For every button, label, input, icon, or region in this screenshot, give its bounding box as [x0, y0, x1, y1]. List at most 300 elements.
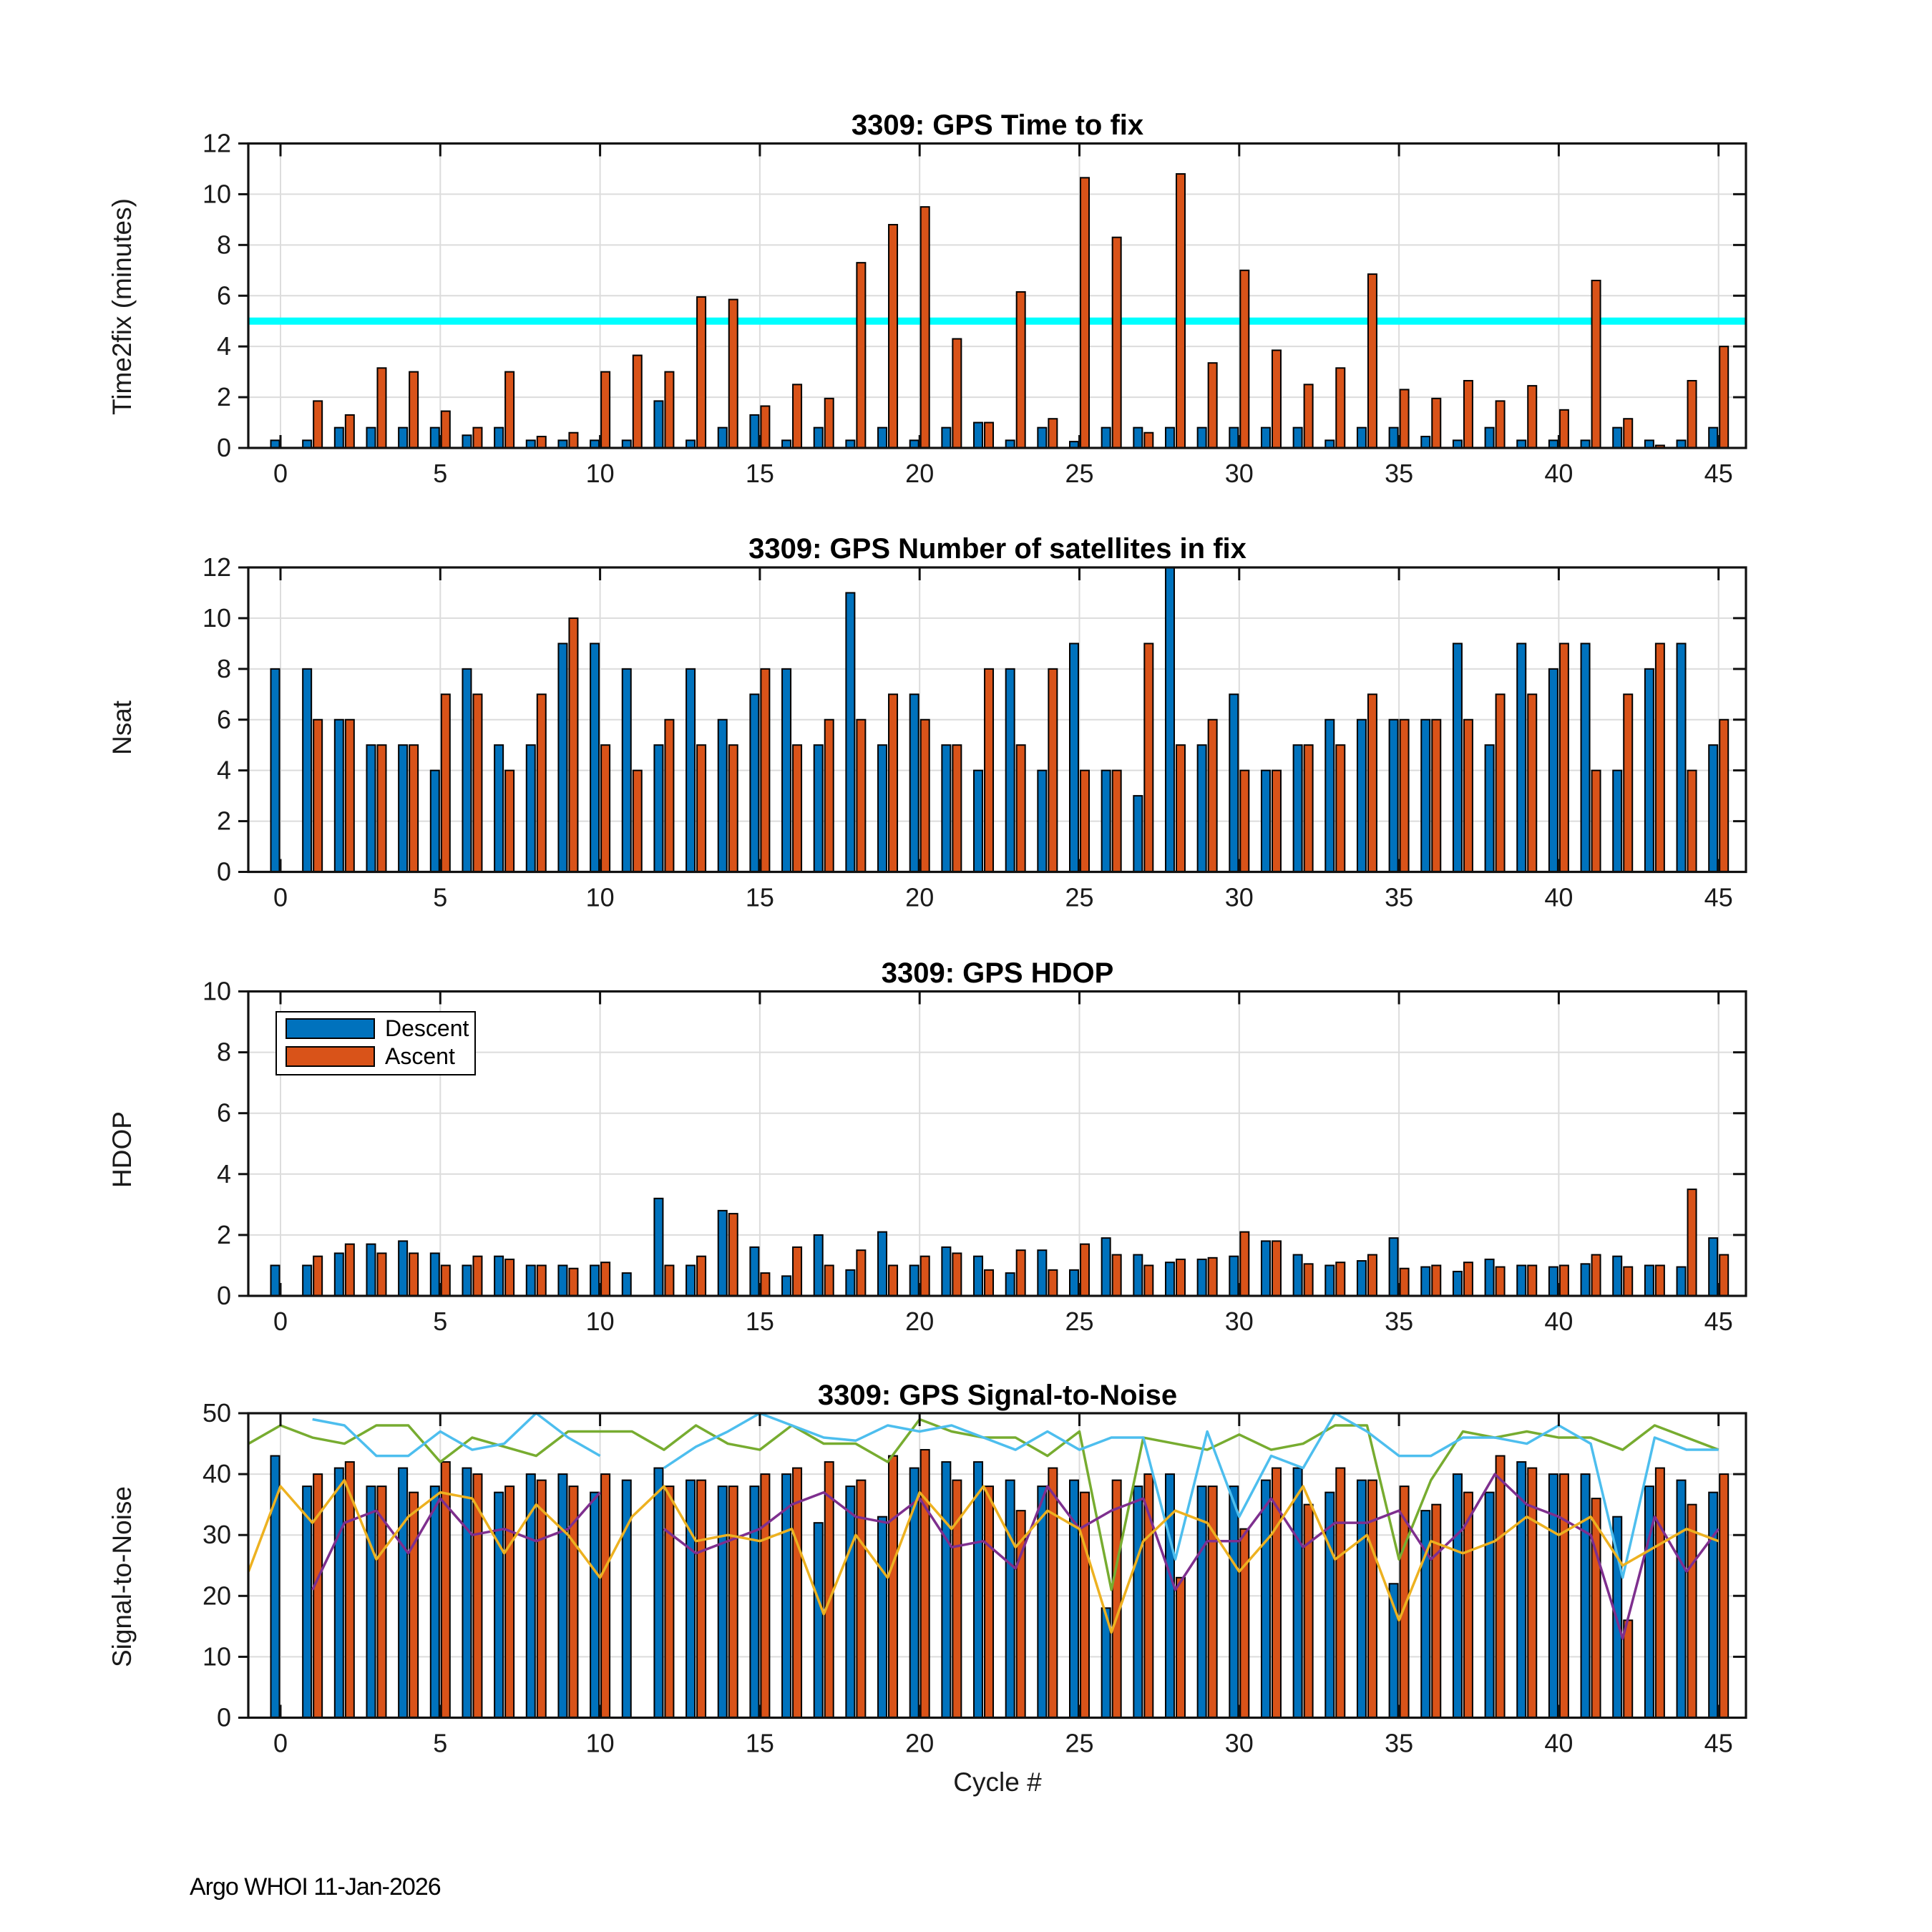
bar — [1325, 1265, 1334, 1296]
x-tick-label: 35 — [1385, 882, 1414, 912]
y-tick-label: 0 — [216, 857, 231, 887]
bar — [942, 428, 950, 448]
x-tick-label: 0 — [273, 459, 288, 488]
y-tick-label: 8 — [216, 653, 231, 683]
bar — [494, 428, 503, 448]
y-tick-label: 4 — [216, 755, 231, 785]
bar — [846, 592, 854, 872]
bar — [366, 428, 375, 448]
bar — [1304, 1264, 1313, 1296]
bar — [1432, 399, 1440, 448]
xlabel-cycle: Cycle # — [953, 1767, 1042, 1797]
bar — [1166, 1474, 1174, 1717]
bar — [601, 1262, 610, 1296]
bar — [1432, 1505, 1440, 1718]
x-tick-label: 40 — [1544, 1728, 1574, 1758]
bar — [665, 372, 673, 448]
bar — [1166, 567, 1174, 872]
bar — [494, 1257, 503, 1296]
bar — [1240, 1529, 1249, 1718]
bar — [974, 1257, 982, 1296]
bar — [952, 1253, 961, 1296]
bar — [1006, 1273, 1015, 1296]
bar — [654, 401, 663, 448]
bar — [1719, 1255, 1728, 1296]
bar — [1560, 1265, 1568, 1296]
bar — [793, 1247, 801, 1296]
bar — [729, 1486, 738, 1717]
bar — [271, 1265, 280, 1296]
bar — [1688, 381, 1697, 448]
bar — [1357, 1480, 1366, 1718]
bar — [377, 368, 386, 448]
bar — [399, 1468, 407, 1718]
bar — [303, 1265, 311, 1296]
bar — [889, 1265, 897, 1296]
bar — [431, 428, 439, 448]
bar — [1677, 1480, 1686, 1718]
bar — [1209, 1258, 1217, 1296]
bar — [750, 1247, 758, 1296]
bar — [1262, 428, 1270, 448]
bar — [1709, 428, 1717, 448]
bar — [441, 411, 450, 448]
bar — [1421, 1267, 1430, 1296]
x-tick-label: 0 — [273, 1728, 288, 1758]
bar — [505, 1486, 514, 1717]
figure-footer: Argo WHOI 11-Jan-2026 — [190, 1873, 441, 1901]
y-tick-label: 0 — [216, 1281, 231, 1310]
bar — [1304, 1505, 1313, 1718]
bar — [889, 1456, 897, 1718]
bar — [814, 1235, 823, 1296]
bar — [1688, 771, 1697, 872]
x-tick-label: 45 — [1704, 1728, 1733, 1758]
bar — [431, 1486, 439, 1717]
bar — [1624, 1267, 1632, 1296]
bar — [1113, 1480, 1121, 1718]
bar — [729, 300, 738, 448]
x-tick-label: 10 — [585, 1307, 615, 1336]
bar — [1549, 1474, 1558, 1717]
bar — [1017, 745, 1025, 872]
bar — [1080, 1244, 1089, 1296]
bar — [1581, 1264, 1590, 1296]
bar — [910, 694, 919, 872]
bar — [1294, 428, 1302, 448]
bar — [623, 1273, 631, 1296]
bar — [1592, 771, 1601, 872]
bar — [1006, 669, 1015, 872]
bar — [1688, 1505, 1697, 1718]
bar — [814, 745, 823, 872]
x-tick-label: 35 — [1385, 1728, 1414, 1758]
bar — [1464, 381, 1473, 448]
bar — [537, 1480, 546, 1718]
bar — [782, 669, 791, 872]
bar — [399, 428, 407, 448]
x-tick-label: 10 — [585, 459, 615, 488]
bar — [537, 436, 546, 448]
bar — [633, 356, 642, 448]
bar — [1113, 771, 1121, 872]
ylabel-nsat: Nsat — [107, 700, 137, 755]
bar — [335, 1468, 343, 1718]
bar — [346, 720, 354, 872]
bar — [1144, 433, 1153, 448]
y-tick-label: 10 — [202, 976, 231, 1006]
bar — [857, 1250, 865, 1296]
bar — [814, 428, 823, 448]
bar — [1400, 389, 1409, 448]
bar — [313, 1257, 322, 1296]
bar — [1198, 745, 1206, 872]
bar — [750, 415, 758, 448]
bar — [1272, 350, 1281, 448]
bar — [1549, 1267, 1558, 1296]
bar — [1176, 174, 1185, 448]
bar — [942, 1462, 950, 1717]
bar — [846, 1486, 854, 1717]
bar — [346, 415, 354, 448]
bar — [878, 1517, 887, 1718]
bar — [569, 618, 577, 872]
subplot-1 — [203, 552, 1746, 912]
bar — [409, 745, 418, 872]
y-tick-label: 6 — [216, 1098, 231, 1128]
bar — [399, 1241, 407, 1296]
bar — [1592, 1255, 1601, 1296]
bar — [462, 1265, 471, 1296]
bar — [1517, 643, 1526, 872]
bar — [857, 263, 865, 448]
bar — [1368, 274, 1377, 448]
bar — [654, 745, 663, 872]
x-tick-label: 5 — [433, 459, 448, 488]
bar — [1048, 1468, 1057, 1718]
bar — [718, 1486, 727, 1717]
x-tick-label: 40 — [1544, 882, 1574, 912]
bar — [1709, 1238, 1717, 1296]
x-tick-label: 15 — [745, 459, 774, 488]
bar — [1709, 745, 1717, 872]
bar — [1517, 1265, 1526, 1296]
bar — [825, 1265, 834, 1296]
bar — [729, 1214, 738, 1296]
bar — [527, 745, 535, 872]
bar — [654, 1199, 663, 1296]
y-tick-label: 20 — [202, 1581, 231, 1611]
bar — [505, 1259, 514, 1296]
bar — [985, 1486, 993, 1717]
bar — [1677, 1267, 1686, 1296]
bar — [665, 1265, 673, 1296]
bar — [1719, 1474, 1728, 1717]
bar — [1240, 771, 1249, 872]
bar — [313, 401, 322, 448]
bar — [1390, 720, 1398, 872]
y-tick-label: 8 — [216, 1037, 231, 1067]
bar — [1496, 694, 1505, 872]
y-tick-label: 12 — [202, 552, 231, 582]
bar — [558, 643, 567, 872]
x-tick-label: 15 — [745, 882, 774, 912]
bar — [1464, 720, 1473, 872]
y-tick-label: 50 — [202, 1398, 231, 1428]
legend-box — [275, 1011, 476, 1075]
bar — [1432, 720, 1440, 872]
bar — [814, 1523, 823, 1717]
bar — [686, 1480, 695, 1718]
bar — [1272, 771, 1281, 872]
bar — [1368, 1480, 1377, 1718]
bar — [494, 1493, 503, 1718]
bar — [1368, 1255, 1377, 1296]
bar — [558, 1265, 567, 1296]
bar — [1102, 1238, 1111, 1296]
bar — [985, 423, 993, 448]
bar — [505, 771, 514, 872]
y-tick-label: 6 — [216, 280, 231, 311]
bar — [665, 1486, 673, 1717]
bar — [1113, 238, 1121, 448]
bar — [431, 771, 439, 872]
y-tick-label: 40 — [202, 1459, 231, 1489]
bar — [761, 406, 769, 448]
bar — [1038, 1250, 1046, 1296]
bar — [1357, 720, 1366, 872]
bar — [1070, 643, 1078, 872]
bar — [377, 1253, 386, 1296]
bar — [505, 372, 514, 448]
bar — [335, 428, 343, 448]
bar — [473, 428, 482, 448]
bar — [1262, 771, 1270, 872]
legend-item-ascent — [286, 1043, 455, 1069]
bar — [1240, 1232, 1249, 1296]
x-tick-label: 15 — [745, 1307, 774, 1336]
bar — [409, 1493, 418, 1718]
bar — [1357, 428, 1366, 448]
bar — [1496, 401, 1505, 448]
bar — [857, 1480, 865, 1718]
bar — [335, 720, 343, 872]
bar — [1336, 1468, 1345, 1718]
bar — [1133, 796, 1142, 872]
bar — [473, 1257, 482, 1296]
bar — [1176, 1259, 1185, 1296]
bar — [335, 1253, 343, 1296]
bar — [1400, 1269, 1409, 1296]
bar — [1133, 1255, 1142, 1296]
bar — [1048, 1270, 1057, 1296]
x-tick-label: 40 — [1544, 459, 1574, 488]
bar — [1166, 428, 1174, 448]
bar — [633, 771, 642, 872]
bar — [366, 745, 375, 872]
bar — [942, 1247, 950, 1296]
x-tick-label: 15 — [745, 1728, 774, 1758]
bar — [1560, 1474, 1568, 1717]
bar — [697, 1257, 706, 1296]
x-tick-label: 20 — [905, 1728, 935, 1758]
bar — [952, 339, 961, 448]
bar — [1432, 1265, 1440, 1296]
bar — [974, 771, 982, 872]
bar — [654, 1468, 663, 1718]
bar — [1209, 1486, 1217, 1717]
y-tick-label: 2 — [216, 1219, 231, 1249]
x-tick-label: 30 — [1224, 1307, 1254, 1336]
bar — [878, 1232, 887, 1296]
bar — [846, 1270, 854, 1296]
bar — [537, 1265, 546, 1296]
y-tick-label: 10 — [202, 602, 231, 633]
bar — [1496, 1456, 1505, 1718]
chart-title-hdop: 3309: GPS HDOP — [881, 957, 1114, 989]
bar — [623, 1480, 631, 1718]
bar — [761, 1273, 769, 1296]
legend-swatch-ascent — [286, 1046, 375, 1067]
bar — [1645, 669, 1654, 872]
bar — [377, 745, 386, 872]
bar — [1017, 292, 1025, 448]
subplot-0 — [203, 129, 1746, 489]
bar — [1453, 1272, 1462, 1296]
bar — [1080, 177, 1089, 448]
bar — [1592, 280, 1601, 448]
bar — [1421, 436, 1430, 448]
bar — [1198, 428, 1206, 448]
bar — [1048, 669, 1057, 872]
bar — [399, 745, 407, 872]
bar — [1198, 1259, 1206, 1296]
bar — [1229, 1257, 1238, 1296]
bar — [974, 1462, 982, 1717]
x-tick-label: 0 — [273, 1307, 288, 1336]
bar — [697, 297, 706, 448]
bar — [750, 1486, 758, 1717]
chart-title-nsat: 3309: GPS Number of satellites in fix — [748, 533, 1246, 565]
bar — [1325, 720, 1334, 872]
bar — [590, 1265, 599, 1296]
y-tick-label: 4 — [216, 1158, 231, 1189]
bar — [409, 372, 418, 448]
bar — [569, 1269, 577, 1296]
bar — [558, 1474, 567, 1717]
bar — [697, 745, 706, 872]
bar — [1709, 1493, 1717, 1718]
bar — [1113, 1255, 1121, 1296]
x-tick-label: 20 — [905, 459, 935, 488]
bar — [825, 399, 834, 448]
bar — [718, 1211, 727, 1296]
bar — [974, 423, 982, 448]
bar — [590, 643, 599, 872]
bar — [1240, 270, 1249, 448]
bar — [1070, 1270, 1078, 1296]
bar — [952, 745, 961, 872]
bar — [985, 1270, 993, 1296]
bar — [761, 1474, 769, 1717]
bar — [1390, 428, 1398, 448]
bar — [462, 435, 471, 448]
x-tick-label: 45 — [1704, 459, 1733, 488]
x-tick-label: 25 — [1065, 459, 1094, 488]
bar — [1624, 694, 1632, 872]
y-tick-label: 8 — [216, 230, 231, 260]
bar — [623, 669, 631, 872]
x-tick-label: 35 — [1385, 459, 1414, 488]
bar — [878, 745, 887, 872]
legend-label-descent: Descent — [385, 1015, 469, 1041]
bar — [761, 669, 769, 872]
bar — [921, 1257, 930, 1296]
y-tick-label: 0 — [216, 433, 231, 462]
x-tick-label: 40 — [1544, 1307, 1574, 1336]
bar — [1656, 1468, 1664, 1718]
bar — [1336, 368, 1345, 448]
y-tick-label: 2 — [216, 382, 231, 412]
chart-title-time2fix: 3309: GPS Time to fix — [851, 109, 1144, 141]
bar — [1645, 1265, 1654, 1296]
bar — [889, 225, 897, 448]
bar — [409, 1253, 418, 1296]
bar — [313, 720, 322, 872]
bar — [1528, 386, 1536, 448]
bar — [1624, 1620, 1632, 1717]
bar — [441, 1265, 450, 1296]
bar — [1133, 1486, 1142, 1717]
bar — [1624, 419, 1632, 448]
bar — [1528, 694, 1536, 872]
bar — [1038, 771, 1046, 872]
bar — [1209, 363, 1217, 448]
bar — [1229, 694, 1238, 872]
bar — [1421, 720, 1430, 872]
bar — [921, 720, 930, 872]
bar — [1102, 771, 1111, 872]
legend-label-ascent: Ascent — [385, 1043, 455, 1069]
y-tick-label: 2 — [216, 806, 231, 836]
bar — [1581, 1474, 1590, 1717]
bar — [686, 669, 695, 872]
bar — [793, 384, 801, 448]
x-tick-label: 45 — [1704, 1307, 1733, 1336]
bar — [857, 720, 865, 872]
bar — [1453, 643, 1462, 872]
x-tick-label: 45 — [1704, 882, 1733, 912]
bar — [431, 1253, 439, 1296]
x-tick-label: 25 — [1065, 1307, 1094, 1336]
bar — [1613, 428, 1621, 448]
bar — [590, 1493, 599, 1718]
bar — [718, 720, 727, 872]
bar — [1144, 643, 1153, 872]
bar — [1166, 1262, 1174, 1296]
bar — [825, 720, 834, 872]
x-tick-label: 30 — [1224, 882, 1254, 912]
bar — [601, 1474, 610, 1717]
bar — [985, 669, 993, 872]
bar — [1336, 1262, 1345, 1296]
bar — [346, 1244, 354, 1296]
bar — [537, 694, 546, 872]
bar — [366, 1244, 375, 1296]
bar — [1262, 1241, 1270, 1296]
bar — [601, 372, 610, 448]
y-tick-label: 4 — [216, 331, 231, 361]
